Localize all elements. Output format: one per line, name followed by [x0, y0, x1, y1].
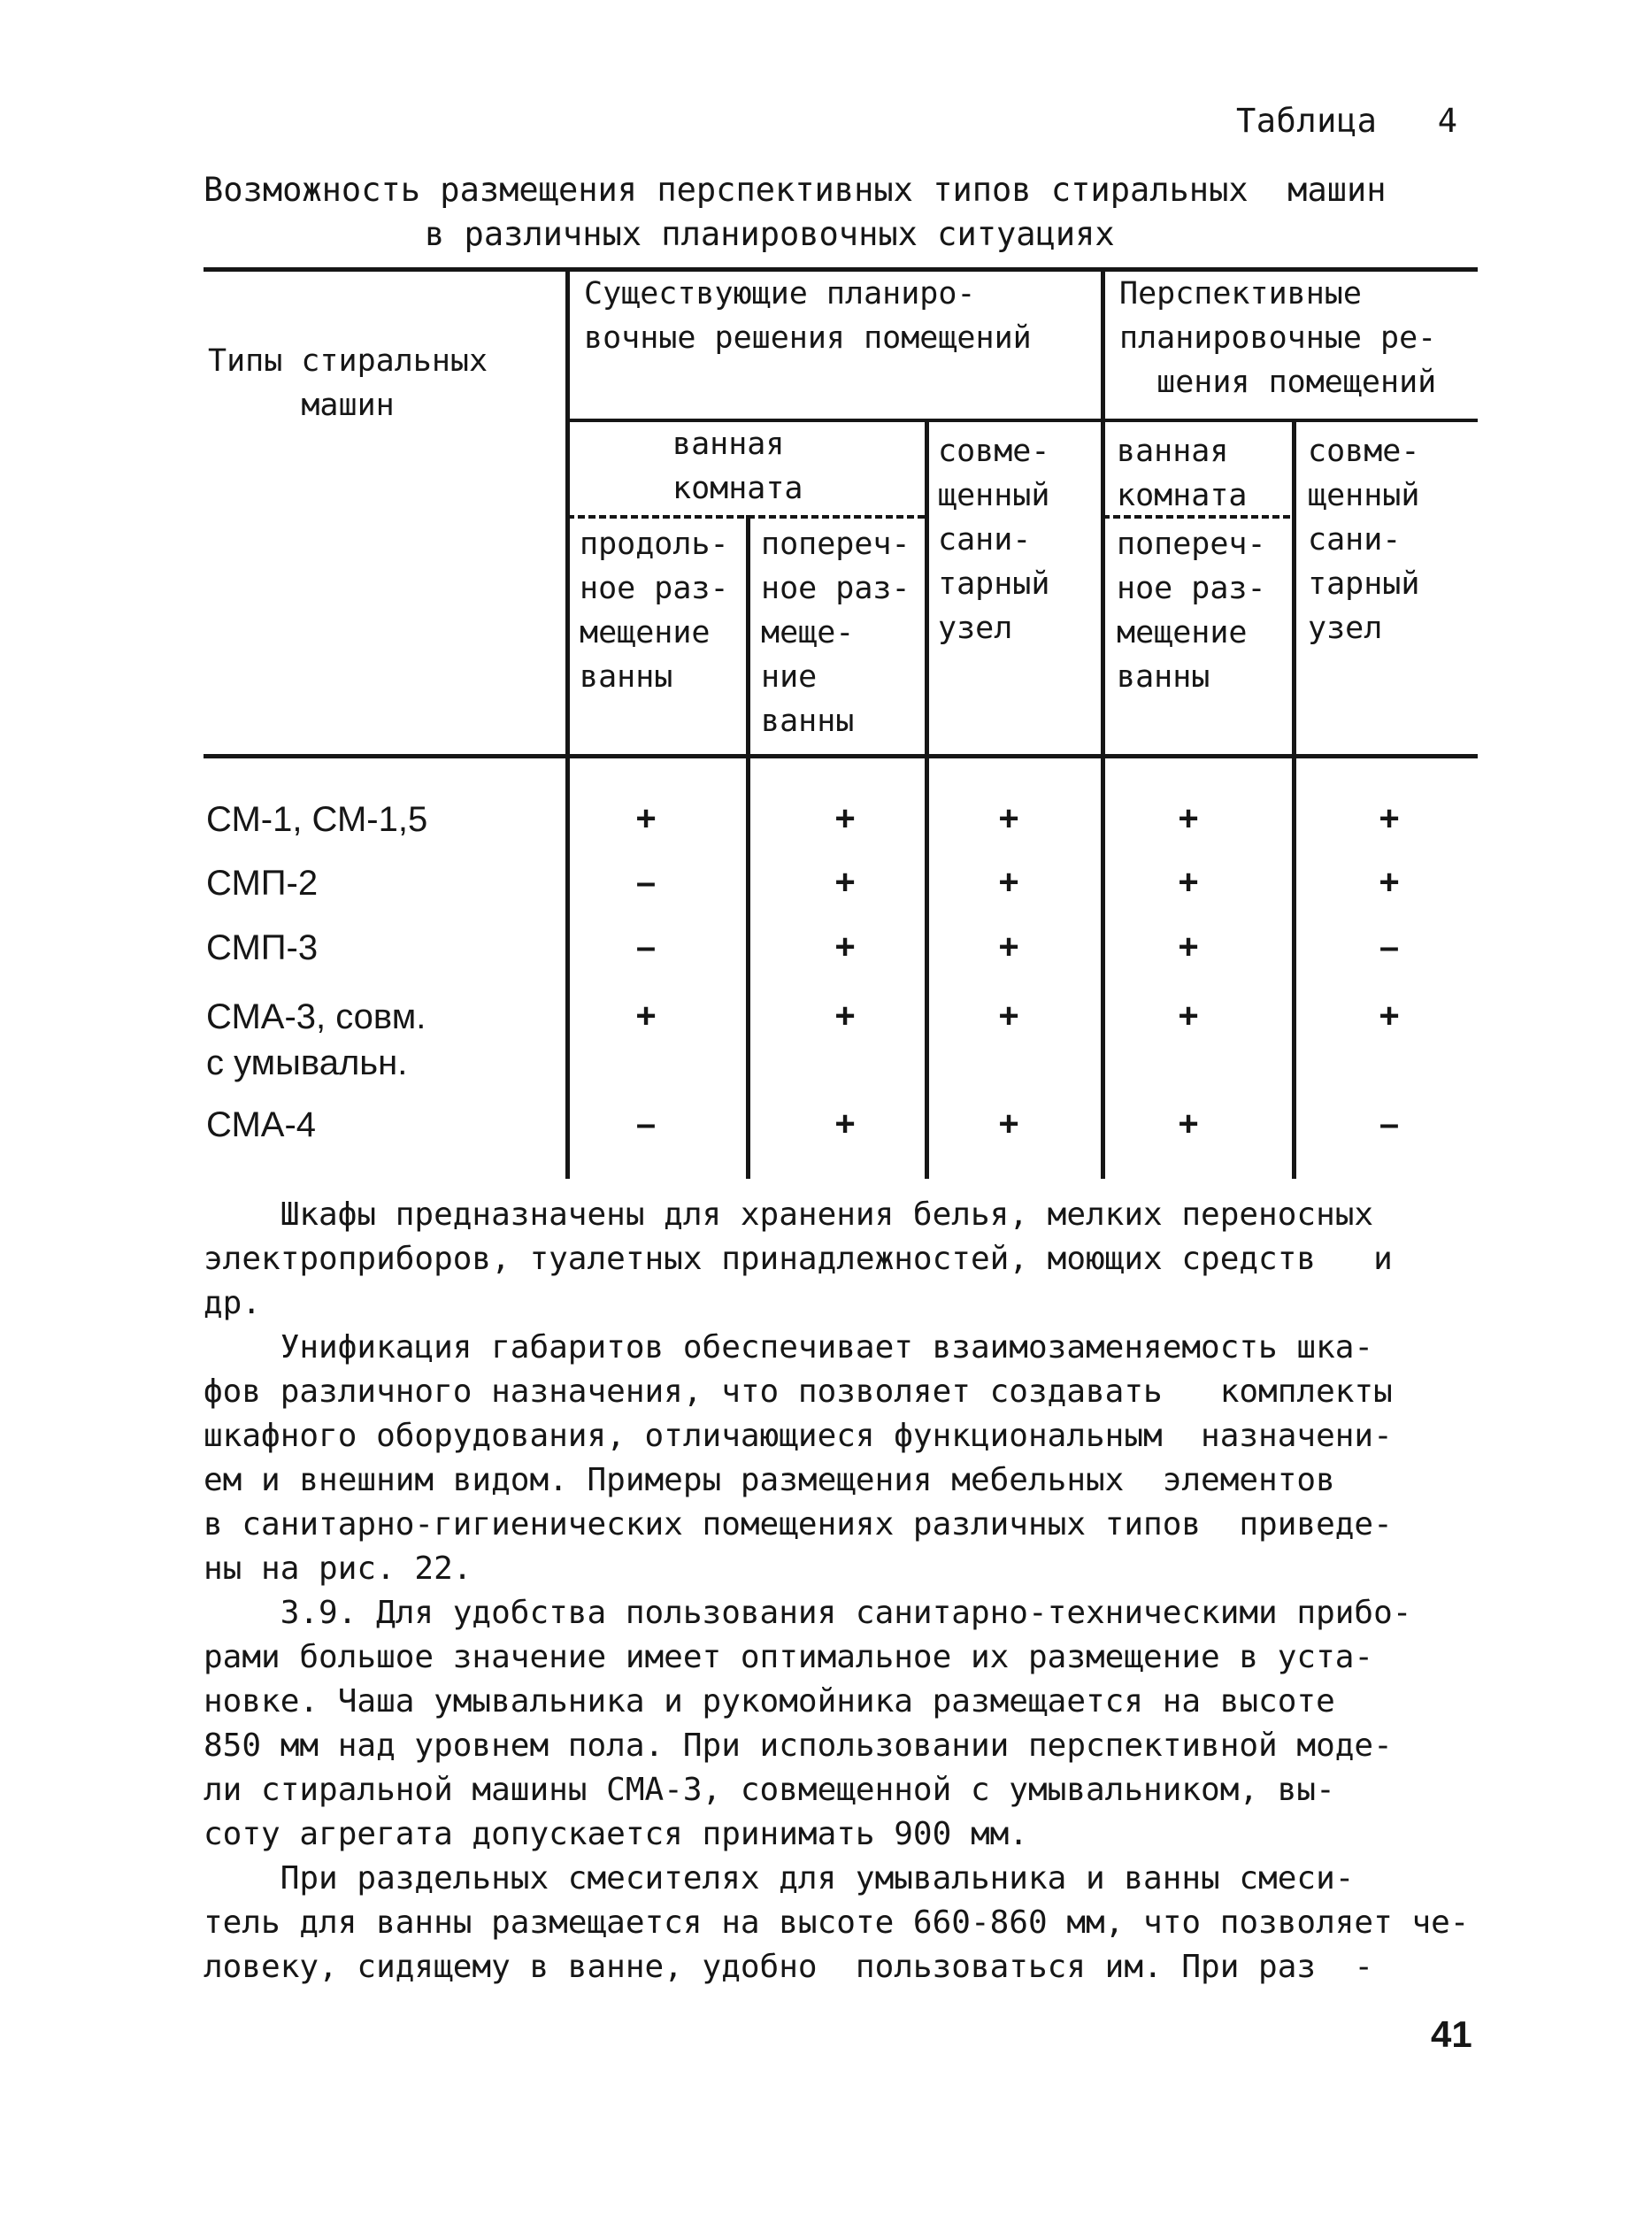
row-smp3-mark-2: +	[834, 927, 856, 966]
row-sm1-mark-2: +	[834, 799, 856, 838]
row-label-sma3: СМА-3, совм. с умывальн.	[206, 997, 426, 1082]
row-smp3-mark-1: –	[635, 927, 657, 966]
header-bathroom-existing: ванная комната	[672, 427, 803, 506]
row-sma3-mark-1: +	[635, 996, 657, 1035]
row-label-smp3: СМП-3	[206, 928, 319, 967]
row-smp3-mark-4: +	[1178, 927, 1199, 966]
page-number: 41	[1431, 2013, 1472, 2055]
header-combined-existing: совме- щенный сани- тарный узел	[938, 434, 1050, 646]
row-smp2-mark-3: +	[998, 863, 1019, 902]
row-label-smp2: СМП-2	[206, 864, 319, 903]
header-transverse-placement-prospective: попереч- ное раз- мещение ванны	[1117, 527, 1266, 695]
row-smp2-mark-4: +	[1178, 863, 1199, 902]
row-smp2-mark-1: –	[635, 863, 657, 902]
row-sm1-mark-1: +	[635, 799, 657, 838]
row-sma3-mark-2: +	[834, 996, 856, 1035]
row-sma3-mark-3: +	[998, 996, 1019, 1035]
table-label: Таблица 4	[1236, 102, 1458, 140]
row-sma4-mark-3: +	[998, 1104, 1019, 1143]
header-prospective-solutions: Перспективные планировочные ре- шения помещений	[1119, 276, 1437, 400]
table-caption-line1: Возможность размещения перспективных типов стиральных машин	[204, 171, 1387, 209]
row-sma4-mark-2: +	[834, 1104, 856, 1143]
header-existing-solutions: Существующие планиро- вочные решения помещений	[584, 276, 1032, 356]
row-sma3-mark-4: +	[1178, 996, 1199, 1035]
row-sma4-mark-1: –	[635, 1104, 657, 1143]
row-sm1-mark-4: +	[1178, 799, 1199, 838]
row-label-sma4: СМА-4	[206, 1105, 317, 1144]
row-sma4-mark-4: +	[1178, 1104, 1199, 1143]
header-combined-prospective: совме- щенный сани- тарный узел	[1308, 434, 1420, 646]
header-bathroom-prospective: ванная комната	[1117, 434, 1248, 513]
row-smp2-mark-2: +	[834, 863, 856, 902]
row-label-sm1: СМ-1, СМ-1,5	[206, 800, 428, 839]
paragraph-section-3-9: 3.9. Для удобства пользования санитарно-техническими прибо- рами большое значение имеет оптимальное их размещение в уста- новке. Чаша умывальника и рукомойника размещается на высоте 850 мм над уровнем пола. При использовании перспективной моде- ли стиральной машины СМА-3, совмещенной с умывальником, вы- соту агрегата допускается принимать 900 мм.	[204, 1595, 1412, 1852]
row-smp3-mark-5: –	[1379, 927, 1400, 966]
header-machine-types: Типы стиральных машин	[208, 343, 488, 423]
table-caption-line2: в различных планировочных ситуациях	[425, 215, 1115, 253]
paragraph-unification: Унификация габаритов обеспечивает взаимозаменяемость шка- фов различного назначения, что позволяет создавать комплекты шкафного оборудования, отличающиеся функциональным назначени- ем и внешним видом. Примеры размещения мебельных элементов в санитарно-гигиенических помещениях различных типов приведе- ны на рис. 22.	[204, 1329, 1393, 1587]
row-sma3-mark-5: +	[1379, 996, 1400, 1035]
row-smp3-mark-3: +	[998, 927, 1019, 966]
row-sm1-mark-3: +	[998, 799, 1019, 838]
row-sma4-mark-5: –	[1379, 1104, 1400, 1143]
header-longitudinal-placement: продоль- ное раз- мещение ванны	[580, 527, 729, 695]
paragraph-mixers: При раздельных смесителях для умывальника и ванны смеси- тель для ванны размещается на высоте 660-860 мм, что позволяет че- ловеку, сидящему в ванне, удобно пользоваться им. При раз -	[204, 1860, 1470, 1985]
row-sm1-mark-5: +	[1379, 799, 1400, 838]
paragraph-cabinets: Шкафы предназначены для хранения белья, мелких переносных электроприборов, туалетных принадлежностей, моющих средств и др.	[204, 1196, 1393, 1321]
row-smp2-mark-5: +	[1379, 863, 1400, 902]
header-transverse-placement-existing: попереч- ное раз- меще- ние ванны	[761, 527, 911, 739]
